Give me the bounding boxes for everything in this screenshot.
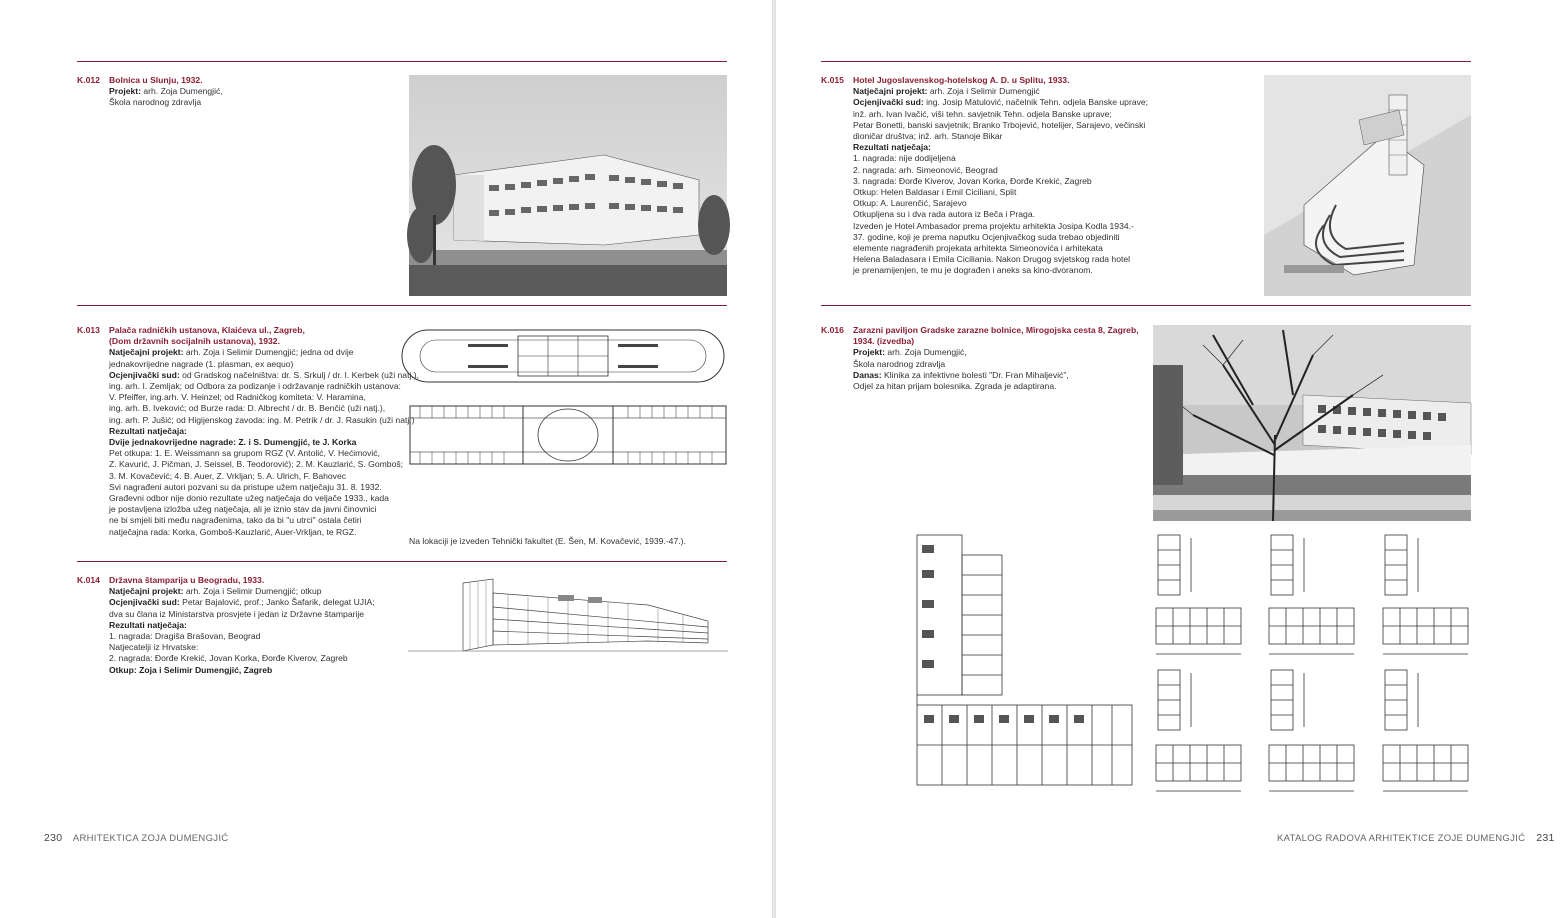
catalog-entry-k016: K.016 Zarazni paviljon Gradske zarazne bolnice, Mirogojska cesta 8, Zagreb, 1934. (izvedba) Projekt: arh. Zoja Dumengjić, Škola narodnog zdravlja Danas: Klinika za infektivne bolesti "Dr. Fran Mihaljević", Odjel za hitan prijam bolesnika. Zgrada je adaptirana. xyxy=(821,325,1139,392)
section-rule xyxy=(821,61,1471,62)
entry-code: K.012 xyxy=(77,75,100,85)
entry-title: Palača radničkih ustanova, Klaićeva ul., Zagreb, xyxy=(109,325,305,335)
section-rule xyxy=(77,61,727,62)
entry-title: Bolnica u Slunju, 1932. xyxy=(109,75,203,85)
running-title: KATALOG RADOVA ARHITEKTICE ZOJE DUMENGJIĆ xyxy=(1277,833,1526,844)
entry-code: K.015 xyxy=(821,75,844,85)
palace-floor-plans-image xyxy=(408,322,728,470)
image-caption: Na lokaciji je izveden Tehnički fakultet (E. Šen, M. Kovačević, 1939.-47.). xyxy=(409,536,686,546)
running-title: ARHITEKTICA ZOJA DUMENGJIĆ xyxy=(72,833,229,844)
pavilion-floor-plan-image xyxy=(912,530,1137,792)
hotel-model-image xyxy=(1264,75,1471,296)
entry-code: K.013 xyxy=(77,325,100,335)
page-gutter xyxy=(772,0,776,918)
pavilion-winter-photo xyxy=(1153,325,1471,521)
entry-text: arh. Zoja Dumengjić, xyxy=(141,86,223,97)
catalog-entry-k013: K.013 Palača radničkih ustanova, Klaićeva ul., Zagreb, (Dom državnih socijalnih ustanova), 1932. Natječajni projekt: arh. Zoja i Selimir Dumengjić; jedna od dvije jednakovrijedne nagrade (1. plasman, ex aequo) Ocjenjivački sud: od Gradskog načelništva: dr. S. Srkulj / dr. I. Kerbek (uži natj.), ing. arh. I. Zemljak; od Odbora za podizanje i održavanje radničkih ustanova: V. Pfeiffer, ing.arh. V. Heinzel; od Radničkog komiteta: V. Haramina, ing. arh. B. Iveković; od Burze rada: D. Albrecht / dr. B. Benčić (uži natj.), ing. arh. P. Jušić; od Higijenskog zavoda: ing. M. Petrik / dr. J. Rasukin (uži natj.) Rezultati natječaja: Dvije jednakovrijedne nagrade: Z. i S. Dumengjić, te J. Korka Pet otkupa: 1. E. Weissmann sa grupom RGZ (V. Antolić, V. Hećimović, Z. Kavurić, J. Pičman, J. Seissel, B. Teodorović); 2. M. Kauzlarić, S. Gomboš; 3. M. Kovačević; 4. B. Auer, Z. Vrkljan; 5. A. Ulrich, F. Bahovec Svi nagrađeni autori pozvani su da pristupe užem natječaju 31. 8. 1932. Građevni odbor nije donio rezultate užeg natječaja do veljače 1933., kada je postavljena izložba užeg natječaja, ali je iznio stav da javni činovnici ne bi smjeli biti među nagrađenima, tako da bi "u utrci" ostala četiri natječajna rada: Korka, Gomboš-Kauzlarić, Auer-Vrkljan, te RGZ. xyxy=(77,325,420,537)
left-page-footer xyxy=(36,832,228,844)
entry-code: K.014 xyxy=(77,575,100,585)
section-rule xyxy=(77,561,727,562)
section-rule xyxy=(821,305,1471,306)
page-number: 230 xyxy=(44,832,63,844)
catalog-entry-k015: K.015 Hotel Jugoslavenskog-hotelskog A. D. u Splitu, 1933. Natječajni projekt: arh. Zoja i Selimir Dumengjić Ocjenjivački sud: ing. Josip Matulović, načelnik Tehn. odjela Banske uprave; inž. arh. Ivan Ivačić, viši tehn. savjetnik Tehn. odjela Banske uprave; Petar Bonetti, banski savjetnik; Branko Trbojević, hotelijer, Sarajevo, večinski dioničar društva; inž. arh. Stanoje Bikar Rezultati natječaja: 1. nagrada: nije dodijeljena 2. nagrada: arh. Simeonović, Beograd 3. nagrada: Đorđe Kiverov, Jovan Korka, Đorđe Krekić, Zagreb Otkup: Helen Baldasar i Emil Ciciliani, Split Otkup: A. Laurenčić, Sarajevo Otkupljena su i dva rada autora iz Beča i Praga. Izveden je Hotel Ambasador prema projektu arhitekta Josipa Kodla 1934.- 37. godine, koji je prema naputku Ocjenjivačkog suda trebao objediniti elemente nagrađenih projekata arhitekta Simeonovića i arhitekata Helena Baladasara i Emila Ciciliania. Nakon Drugog svjetskog rada hotel je prenamijenjen, te mu je dograđen i aneks sa kino-dvoranom. xyxy=(821,75,1149,276)
entry-title: Zarazni paviljon Gradske zarazne bolnice, Mirogojska cesta 8, Zagreb, xyxy=(853,325,1139,335)
entry-label: Projekt: xyxy=(109,86,141,97)
entry-title: 1934. (izvedba) xyxy=(853,336,915,347)
entry-text: Škola narodnog zdravlja xyxy=(109,97,202,108)
entry-title: (Dom državnih socijalnih ustanova), 1932. xyxy=(109,336,280,347)
entry-title: Hotel Jugoslavenskog-hotelskog A. D. u Splitu, 1933. xyxy=(853,75,1070,85)
catalog-entry-k014: K.014 Državna štamparija u Beogradu, 1933. Natječajni projekt: arh. Zoja i Selimir Dumengjić; otkup Ocjenjivački sud: Petar Bajalović, prof.; Janko Šafarik, delegat UJIA; dva su člana iz Ministarstva prosvjete i jedan iz Državne štamparije Rezultati natječaja: 1. nagrada: Dragiša Brašovan, Beograd Natjecatelji iz Hrvatske: 2. nagrada: Đorđe Krekić, Jovan Korka, Đorđe Kiverov, Zagreb Otkup: Zoja i Selimir Dumengjić, Zagreb xyxy=(77,575,375,675)
hospital-perspective-image xyxy=(409,75,727,296)
entry-code: K.016 xyxy=(821,325,844,335)
printing-house-sketch-image xyxy=(408,573,728,665)
catalog-entry-k012 xyxy=(77,75,397,135)
right-page-footer xyxy=(1277,832,1563,844)
section-rule xyxy=(77,305,727,306)
pavilion-unit-plans-image xyxy=(1153,530,1473,800)
entry-title: Državna štamparija u Beogradu, 1933. xyxy=(109,575,265,585)
page-number: 231 xyxy=(1536,832,1555,844)
